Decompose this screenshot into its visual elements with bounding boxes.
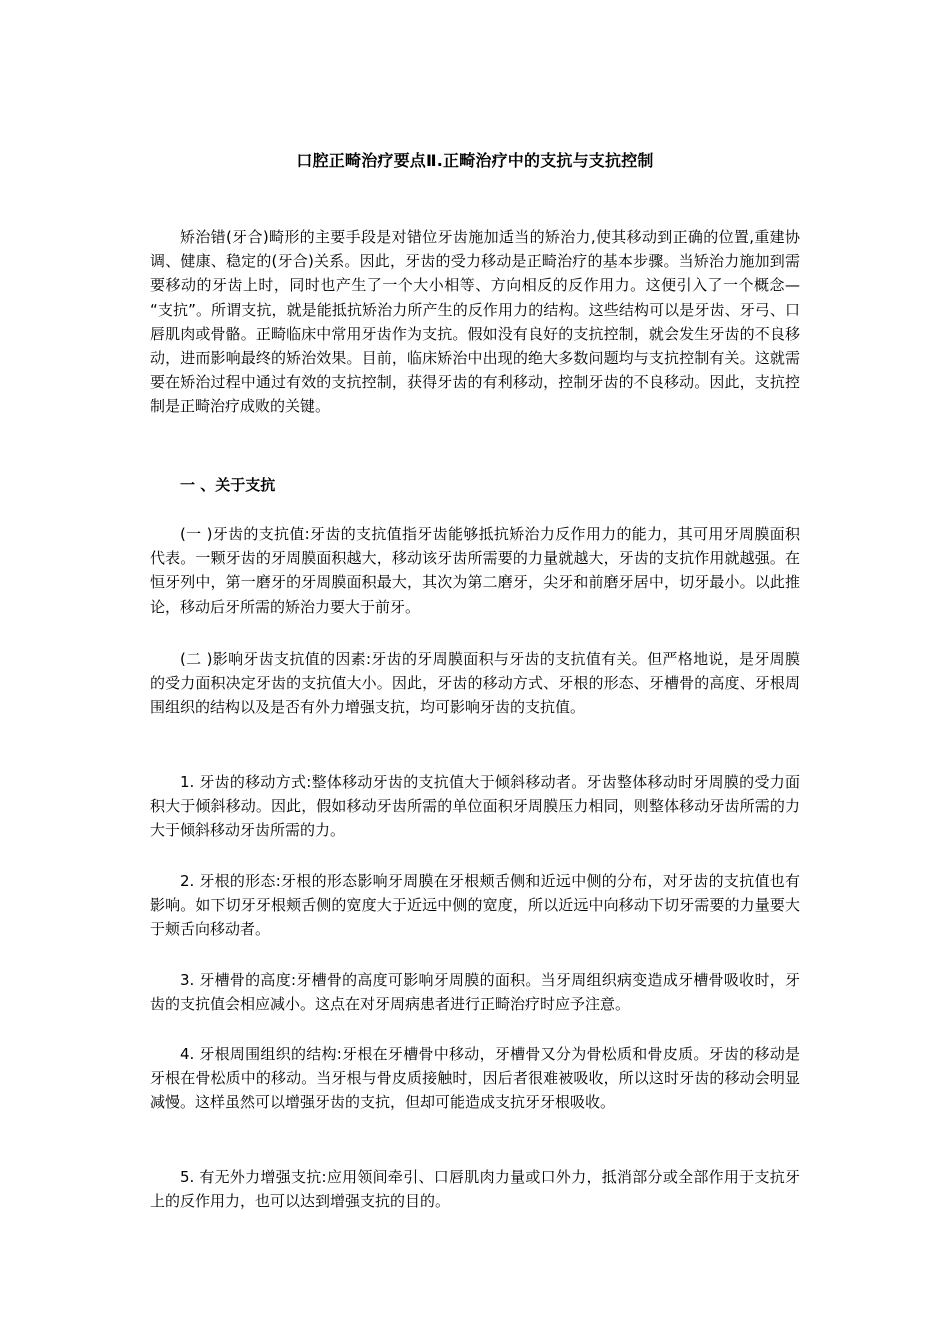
paragraph-external-reinforcement: 5. 有无外力增强支抗:应用领间牵引、口唇肌肉力量或口外力，抵消部分或全部作用于支抗牙上的反作用力，也可以达到增强支抗的目的。 bbox=[150, 1168, 800, 1211]
paragraph-alveolar-height: 3. 牙槽骨的高度:牙槽骨的高度可影响牙周膜的面积。当牙周组织病变造成牙槽骨吸收时，牙齿的支抗值会相应减小。这点在对牙周病患者进行正畸治疗时应予注意。 bbox=[150, 971, 800, 1014]
document-title: 口腔正畸治疗要点Ⅱ.正畸治疗中的支抗与支抗控制 bbox=[296, 150, 654, 170]
paragraph-periradicular-structure: 4. 牙根周围组织的结构:牙根在牙槽骨中移动，牙槽骨又分为骨松质和骨皮质。牙齿的移动是牙根在骨松质中的移动。当牙根与骨皮质接触时，因后者很难被吸收，所以这时牙齿的移动会明显减慢。这样虽然可以增强牙齿的支抗，但却可能造成支抗牙牙根吸收。 bbox=[150, 1045, 800, 1112]
intro-paragraph: 矫治错(牙合)畸形的主要手段是对错位牙齿施加适当的矫治力,使其移动到正确的位置,重建协调、健康、稳定的(牙合)关系。因此，牙齿的受力移动是正畸治疗的基本步骤。当矫治力施加到需要移动的牙齿上时，同时也产生了一个大小相等、方向相反的反作用力。这便引入了一个概念— “支抗”。所谓支抗，就是能抵抗矫治力所产生的反作用力的结构。这些结构可以是牙齿、牙弓、口唇肌肉或骨骼。正畸临床中常用牙齿作为支抗。假如没有良好的支抗控制，就会发生牙齿的不良移动，进而影响最终的矫治效果。目前，临床矫治中出现的绝大多数问题均与支抗控制有关。这就需要在矫治过程中通过有效的支抗控制，获得牙齿的有利移动，控制牙齿的不良移动。因此，支抗控制是正畸治疗成败的关键。 bbox=[150, 228, 800, 416]
paragraph-anchorage-value: (一 )牙齿的支抗值:牙齿的支抗值指牙齿能够抵抗矫治力反作用力的能力，其可用牙周膜面积代表。一颗牙齿的牙周膜面积越大，移动该牙齿所需要的力量就越大，牙齿的支抗作用就越强。在恒牙列中，第一磨牙的牙周膜面积最大，其次为第二磨牙，尖牙和前磨牙居中，切牙最小。以此推论，移动后牙所需的矫治力要大于前牙。 bbox=[150, 525, 800, 616]
paragraph-movement-mode: 1. 牙齿的移动方式:整体移动牙齿的支抗值大于倾斜移动者。牙齿整体移动时牙周膜的受力面积大于倾斜移动。因此，假如移动牙齿所需的单位面积牙周膜压力相同，则整体移动牙齿所需的力大于倾斜移动牙齿所需的力。 bbox=[150, 773, 800, 840]
section-heading-anchorage: 一 、关于支抗 bbox=[180, 476, 276, 494]
paragraph-root-shape: 2. 牙根的形态:牙根的形态影响牙周膜在牙根颊舌侧和近远中侧的分布，对牙齿的支抗值也有影响。如下切牙牙根颊舌侧的宽度大于近远中侧的宽度，所以近远中向移动下切牙需要的力量要大于颊舌向移动者。 bbox=[150, 872, 800, 939]
paragraph-anchorage-factors: (二 )影响牙齿支抗值的因素:牙齿的牙周膜面积与牙齿的支抗值有关。但严格地说，是牙周膜的受力面积决定牙齿的支抗值大小。因此，牙齿的移动方式、牙根的形态、牙槽骨的高度、牙根周围组织的结构以及是否有外力增强支抗，均可影响牙齿的支抗值。 bbox=[150, 650, 800, 717]
